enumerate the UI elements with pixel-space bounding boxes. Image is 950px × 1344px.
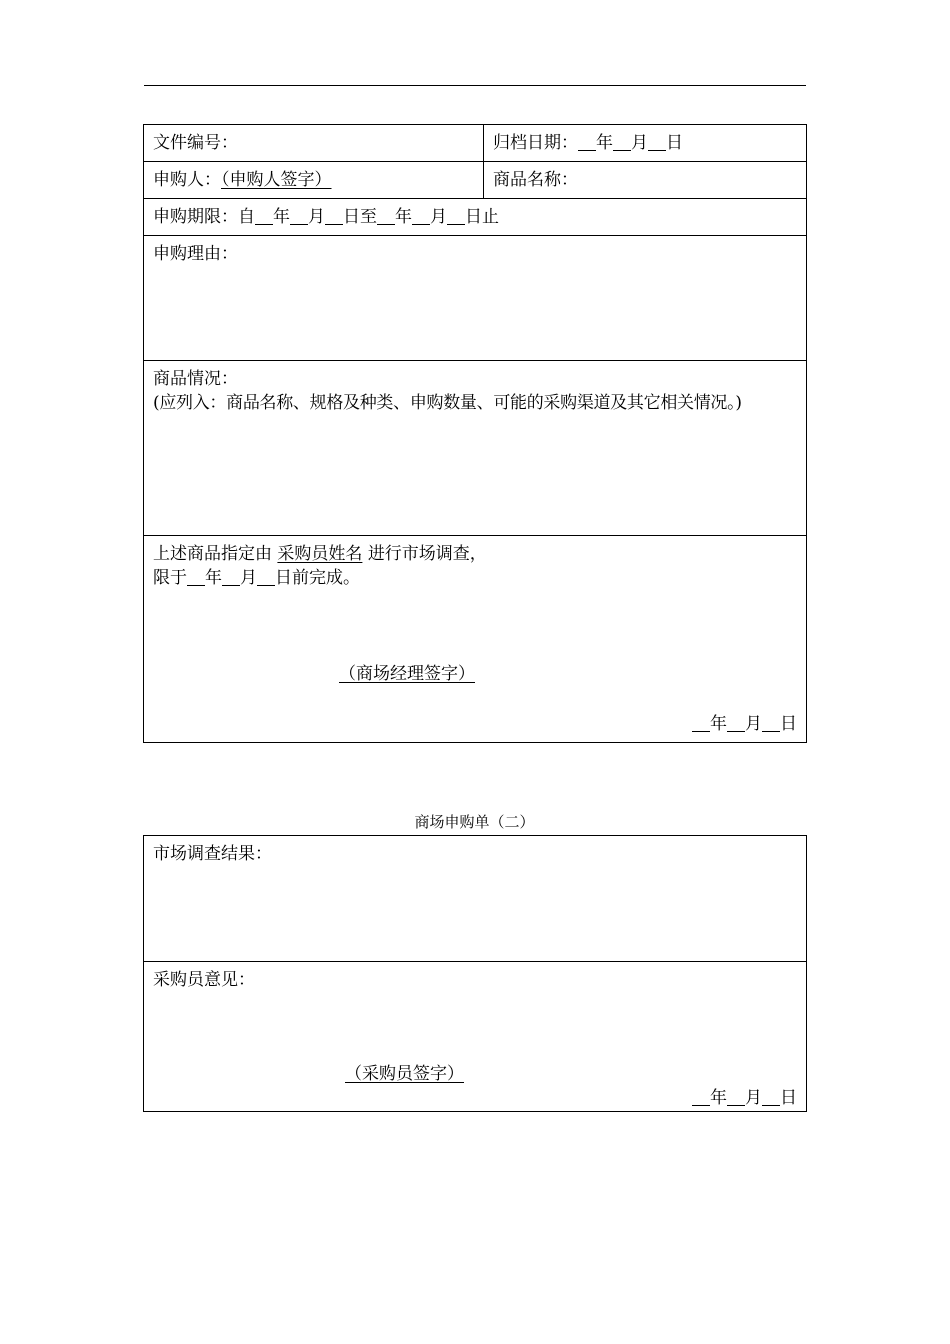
- file-number-label: 文件编号：: [153, 133, 238, 153]
- day-label: 日: [343, 207, 360, 227]
- deadline-prefix: 限于: [153, 568, 187, 588]
- deadline-line: [153, 566, 797, 590]
- manager-sign-date: [692, 712, 797, 736]
- buyer-opinion-label: 采购员意见：: [153, 970, 255, 990]
- year-label: 年: [273, 207, 290, 227]
- sign-day-blank[interactable]: [762, 713, 780, 732]
- header-rule: [144, 85, 806, 86]
- deadline-day-blank[interactable]: [257, 567, 275, 586]
- reason-label: 申购理由：: [153, 244, 238, 264]
- sign-month-blank[interactable]: [727, 713, 745, 732]
- buyer-sign-year-blank[interactable]: [692, 1087, 710, 1106]
- day-label: 日: [275, 568, 292, 588]
- goods-label: 商品情况：: [153, 369, 238, 389]
- period-label: 申购期限：自: [153, 207, 255, 227]
- purchase-reason-cell[interactable]: [144, 236, 807, 361]
- applicant-signature[interactable]: （申购人签字）: [221, 170, 332, 190]
- product-name-label: 商品名称：: [493, 170, 578, 190]
- day-label: 日: [780, 714, 797, 734]
- period-start-year-blank[interactable]: [255, 206, 273, 225]
- year-label: 年: [596, 133, 613, 153]
- period-to-label: 至: [360, 207, 377, 227]
- file-number-cell[interactable]: [144, 125, 484, 162]
- market-survey-result-cell[interactable]: [144, 836, 807, 962]
- year-label: 年: [710, 1088, 727, 1108]
- product-name-cell[interactable]: [484, 162, 807, 199]
- month-label: 月: [745, 714, 762, 734]
- sign-year-blank[interactable]: [692, 713, 710, 732]
- archive-date-label: 归档日期：: [493, 133, 578, 153]
- month-label: 月: [745, 1088, 762, 1108]
- year-label: 年: [710, 714, 727, 734]
- deadline-year-blank[interactable]: [187, 567, 205, 586]
- period-end-year-blank[interactable]: [377, 206, 395, 225]
- buyer-signature[interactable]: （采购员签字）: [345, 1064, 464, 1084]
- day-label: 日: [780, 1088, 797, 1108]
- buyer-name-field[interactable]: 采购员姓名: [277, 544, 363, 564]
- form-part-two-title: 商场申购单（二）: [414, 813, 535, 831]
- goods-note: (应列入：商品名称、规格及种类、申购数量、可能的采购渠道及其它相关情况。): [153, 393, 742, 413]
- manager-signature[interactable]: （商场经理签字）: [339, 664, 475, 684]
- day-label: 日: [666, 133, 683, 153]
- archive-year-blank[interactable]: [578, 132, 596, 151]
- month-label: 月: [430, 207, 447, 227]
- buyer-sign-month-blank[interactable]: [727, 1087, 745, 1106]
- period-start-day-blank[interactable]: [325, 206, 343, 225]
- buyer-opinion-cell[interactable]: [144, 962, 807, 1112]
- archive-date-cell[interactable]: [484, 125, 807, 162]
- purchase-form-part-two: [143, 835, 807, 1112]
- month-label: 月: [308, 207, 325, 227]
- purchase-period-cell[interactable]: [144, 199, 807, 236]
- applicant-label: 申购人：: [153, 170, 221, 190]
- assignment-line: [153, 542, 797, 566]
- month-label: 月: [631, 133, 648, 153]
- period-end-day-blank[interactable]: [447, 206, 465, 225]
- period-start-month-blank[interactable]: [290, 206, 308, 225]
- assign-suffix: 进行市场调查，: [367, 544, 487, 564]
- period-end-month-blank[interactable]: [412, 206, 430, 225]
- applicant-cell[interactable]: [144, 162, 484, 199]
- archive-month-blank[interactable]: [613, 132, 631, 151]
- period-end-label: 止: [482, 207, 499, 227]
- deadline-suffix: 前完成。: [292, 568, 360, 588]
- purchase-form-part-one: [143, 124, 807, 743]
- month-label: 月: [240, 568, 257, 588]
- buyer-sign-date: [692, 1086, 797, 1110]
- goods-info-cell[interactable]: [144, 361, 807, 536]
- archive-day-blank[interactable]: [648, 132, 666, 151]
- market-survey-assignment-cell[interactable]: [144, 536, 807, 743]
- year-label: 年: [205, 568, 222, 588]
- buyer-sign-day-blank[interactable]: [762, 1087, 780, 1106]
- assign-prefix: 上述商品指定由: [153, 544, 272, 564]
- market-result-label: 市场调查结果：: [153, 844, 272, 864]
- deadline-month-blank[interactable]: [222, 567, 240, 586]
- day-label: 日: [465, 207, 482, 227]
- year-label: 年: [395, 207, 412, 227]
